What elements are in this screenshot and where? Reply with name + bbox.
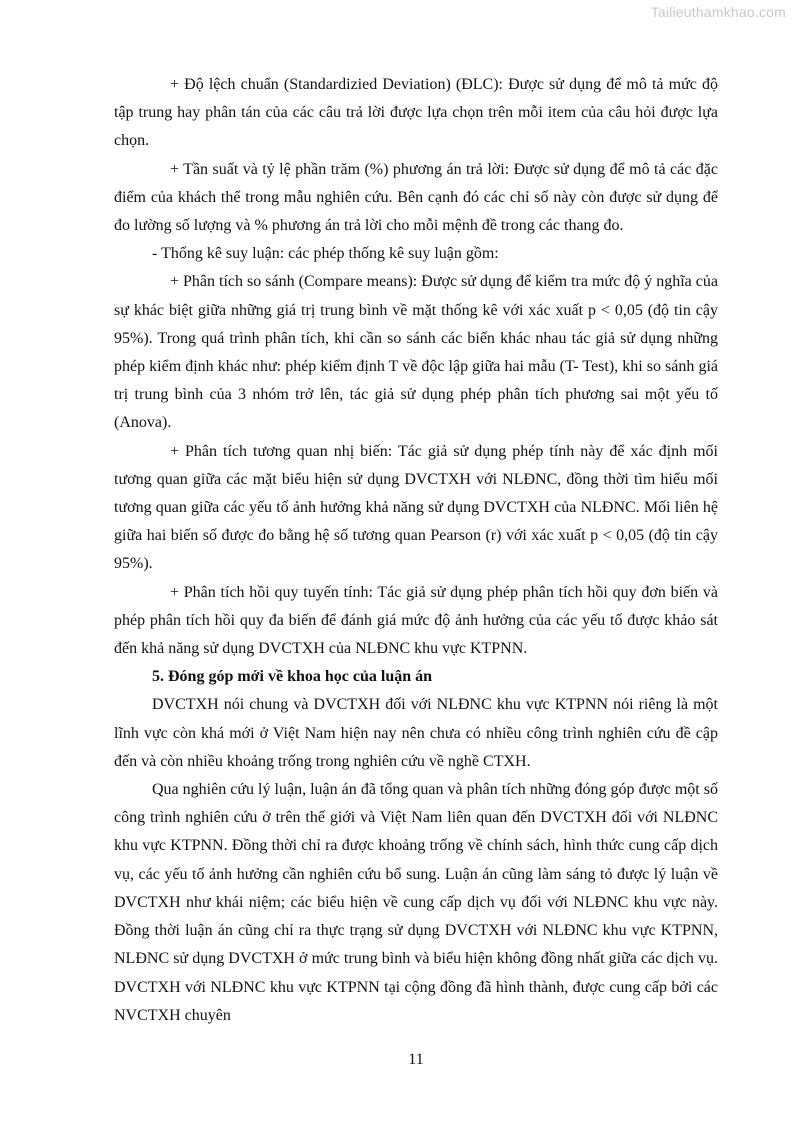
paragraph-frequency-percentage: + Tần suất và tỷ lệ phần trăm (%) phương án trả lời: Được sử dụng để mô tả các đặc điểm của khách thể trong mẫu nghiên cứu. Bên cạnh đó các chỉ số này còn được sử dụng để đo lường số lượng và % phương án trả lời cho mỗi mệnh đề trong các thang đo. bbox=[114, 160, 718, 235]
section-heading: 5. Đóng góp mới về khoa học của luận án bbox=[152, 668, 433, 686]
paragraph-linear-regression: + Phân tích hồi quy tuyến tính: Tác giả sử dụng phép phân tích hồi quy đơn biến và phép phân tích hồi quy đa biến để đánh giá mức độ ảnh hưởng của các yếu tố được khảo sát đến khả năng sử dụng DVCTXH của NLĐNC khu vực KTPNN. bbox=[114, 583, 718, 658]
paragraph-compare-means: + Phân tích so sánh (Compare means): Được sử dụng để kiểm tra mức độ ý nghĩa của sự khác biệt giữa những giá trị trung bình về mặt thống kê với xác xuất p < 0,05 (độ tin cậy 95%). Trong quá trình phân tích, khi cần so sánh các biến khác nhau tác giả sử dụng những phép kiểm định khác như: phép kiểm định T về độc lập giữa hai mẫu (T- Test), khi so sánh giá trị trung bình của 3 nhóm trở lên, tác giả sử dụng phép phân tích phương sai một yếu tố (Anova). bbox=[114, 273, 718, 432]
paragraph-inferential-statistics: - Thống kê suy luận: các phép thống kê suy luận gồm: bbox=[152, 245, 499, 263]
paragraph-new-contribution-intro: DVCTXH nói chung và DVCTXH đối với NLĐNC khu vực KTPNN nói riêng là một lĩnh vực còn khá mới ở Việt Nam hiện nay nên chưa có nhiều công trình nghiên cứu đề cập đến và còn nhiều khoảng trống trong nghiên cứu về nghề CTXH. bbox=[114, 696, 718, 770]
watermark-text: Tailieuthamkhao.com bbox=[650, 4, 786, 20]
paragraph-theoretical-research: Qua nghiên cứu lý luận, luận án đã tổng quan và phân tích những đóng góp được một số công trình nghiên cứu ở trên thế giới và Việt Nam liên quan đến DVCTXH đối với NLĐNC khu vực KTPNN. Đồng thời chỉ ra được khoảng trống về chính sách, hình thức cung cấp dịch vụ, các yếu tố ảnh hưởng cần nghiên cứu bổ sung. Luận án cũng làm sáng tỏ được lý luận về DVCTXH như khái niệm; các biểu hiện về cung cấp dịch vụ đối với NLĐNC khu vực này. Đồng thời luận án cũng chỉ ra thực trạng sử dụng DVCTXH với NLĐNC khu vực KTPNN, NLĐNC sử dụng DVCTXH ở mức trung bình và biểu hiện không đồng nhất giữa các dịch vụ. DVCTXH với NLĐNC khu vực KTPNN tại cộng đồng đã hình thành, được cung cấp bởi các NVCTXH chuyên bbox=[114, 781, 718, 1024]
paragraph-bivariate-correlation: + Phân tích tương quan nhị biến: Tác giả sử dụng phép tính này để xác định mối tương quan giữa các mặt biểu hiện sử dụng DVCTXH với NLĐNC, đồng thời tìm hiểu mối tương quan giữa các yếu tố ảnh hưởng khả năng sử dụng DVCTXH của NLĐNC. Mối liên hệ giữa hai biến số được đo bằng hệ số tương quan Pearson (r) với xác xuất p < 0,05 (độ tin cậy 95%). bbox=[114, 442, 718, 573]
document-body bbox=[114, 71, 718, 1030]
paragraph-standard-deviation: + Độ lệch chuẩn (Standardizied Deviation) (ĐLC): Được sử dụng để mô tả mức độ tập trung hay phân tán của các câu trả lời được lựa chọn trên mỗi item của câu hỏi được lựa chọn. bbox=[114, 76, 718, 150]
page-number: 11 bbox=[408, 1051, 424, 1068]
